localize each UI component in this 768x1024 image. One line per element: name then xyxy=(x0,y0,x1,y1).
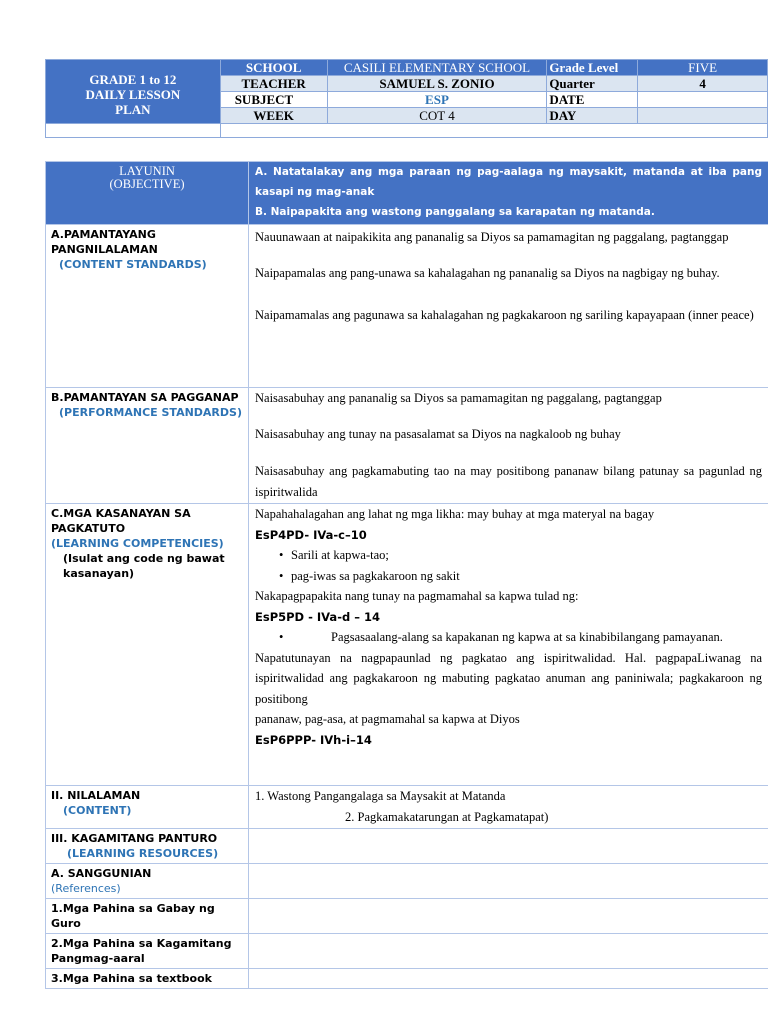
performance-standards-p2: Naisasabuhay ang tunay na pasasalamat sa Diyos na nagkaloob ng buhay xyxy=(255,427,621,441)
references-sublabel: (References) xyxy=(51,882,121,895)
teacher-value: SAMUEL S. ZONIO xyxy=(327,76,547,92)
objective-content xyxy=(249,162,768,225)
date-label: DATE xyxy=(547,92,638,108)
objective-line-a: A. Natatalakay ang mga paraan ng pag-aalaga ng maysakit, matanda at iba pang kasapi ng mag-anak xyxy=(255,166,762,198)
competencies-label xyxy=(46,504,249,786)
week-label: WEEK xyxy=(220,108,327,124)
grade-level-value: FIVE xyxy=(638,60,768,76)
performance-standards-p1: Naisasabuhay ang pananalig sa Diyos sa pamamagitan ng paggalang, pagtanggap xyxy=(255,391,662,405)
competency-code-2: EsP5PD - IVa-d – 14 xyxy=(255,609,380,624)
performance-standards-label-text: B.PAMANTAYAN SA PAGGANAP xyxy=(51,391,239,404)
competencies-label-text: C.MGA KASANAYAN SA PAGKATUTO xyxy=(51,507,191,535)
content-standards-label xyxy=(46,225,249,388)
dlp-title-line-1: GRADE 1 to 12 xyxy=(89,72,177,87)
resources-label-text: III. KAGAMITANG PANTURO xyxy=(51,832,218,845)
teacher-guide-pages-value xyxy=(249,899,768,934)
competency-bullet-2: • pag-iwas sa pagkakaroon ng sakit xyxy=(255,566,762,587)
objective-sublabel-text: (OBJECTIVE) xyxy=(109,177,185,191)
teacher-guide-pages-label: 1.Mga Pahina sa Gabay ng Guro xyxy=(46,899,249,934)
date-value xyxy=(638,92,768,108)
content-label-text: II. NILALAMAN xyxy=(51,789,141,802)
dlp-title-line-2: DAILY LESSON xyxy=(85,87,181,102)
competency-line-3: Napatutunayan na nagpapaunlad ng pagkatao ang ispiritwalidad. Hal. pagpapaLiwanag na ispiritwalidad ang pagkakaroon ng mabuting pagkatao anuman ang paniniwala; pagkakaroon ng positibong xyxy=(255,650,762,706)
header-table xyxy=(45,59,768,138)
content-standards-p1: Nauunawaan at naipakikita ang pananalig sa Diyos sa pamamagitan ng paggalang, pagtanggap xyxy=(255,230,729,244)
competency-line-4: pananaw, pag-asa, at pagmamahal sa kapwa at Diyos xyxy=(255,712,520,726)
performance-standards-label xyxy=(46,388,249,504)
content-item-1: 1. Wastong Pangangalaga sa Maysakit at Matanda xyxy=(255,789,506,803)
teacher-label: TEACHER xyxy=(220,76,327,92)
content-standards-label-text: A.PAMANTAYANG PANGNILALAMAN xyxy=(51,228,158,256)
subject-value: ESP xyxy=(327,92,547,108)
performance-standards-sublabel: (PERFORMANCE STANDARDS) xyxy=(59,406,242,419)
content-standards-p3: Naipamamalas ang pagunawa sa kahalagahan ng pagkakaroon ng sariling kapayapaan (inner peace) xyxy=(255,308,754,322)
day-label: DAY xyxy=(547,108,638,124)
textbook-pages-value xyxy=(249,969,768,989)
quarter-value: 4 xyxy=(638,76,768,92)
quarter-label: Quarter xyxy=(547,76,638,92)
learner-materials-pages-value xyxy=(249,934,768,969)
competency-code-1: EsP4PD- IVa-c–10 xyxy=(255,527,367,542)
content-sublabel: (CONTENT) xyxy=(63,804,132,817)
competency-line-2: Nakapagpapakita nang tunay na pagmamahal sa kapwa tulad ng: xyxy=(255,589,579,603)
competency-bullet-1: • Sarili at kapwa-tao; xyxy=(255,545,762,566)
learner-materials-pages-label: 2.Mga Pahina sa Kagamitang Pangmag-aaral xyxy=(46,934,249,969)
objective-line-b: B. Naipapakita ang wastong panggalang sa karapatan ng matanda. xyxy=(255,206,655,218)
dlp-title xyxy=(46,60,221,124)
school-label: SCHOOL xyxy=(220,60,327,76)
references-value xyxy=(249,864,768,899)
resources-value xyxy=(249,829,768,864)
performance-standards-content xyxy=(249,388,768,504)
competency-code-3: EsP6PPP- IVh-i–14 xyxy=(255,732,372,747)
content-items xyxy=(249,786,768,829)
performance-standards-p3: Naisasabuhay ang pagkamabuting tao na may positibong pananaw bilang patunay sa pagunlad ng ispiritwalida xyxy=(255,464,762,499)
resources-sublabel: (LEARNING RESOURCES) xyxy=(67,847,219,860)
competencies-note: (Isulat ang code ng bawat kasanayan) xyxy=(63,552,225,580)
day-value xyxy=(638,108,768,124)
textbook-pages-label: 3.Mga Pahina sa textbook xyxy=(46,969,249,989)
content-label xyxy=(46,786,249,829)
competency-bullet-3: • Pagsasaalang-alang sa kapakanan ng kapwa at sa kinabibilangang pamayanan. xyxy=(255,627,762,648)
objective-label-text: LAYUNIN xyxy=(119,164,175,178)
blank-cell-left xyxy=(46,124,221,138)
content-standards-content xyxy=(249,225,768,388)
subject-label: SUBJECT xyxy=(220,92,327,108)
blank-cell-right xyxy=(220,124,767,138)
references-label xyxy=(46,864,249,899)
competencies-sublabel: (LEARNING COMPETENCIES) xyxy=(51,537,224,550)
competencies-content xyxy=(249,504,768,786)
content-standards-sublabel: (CONTENT STANDARDS) xyxy=(59,258,207,271)
resources-label xyxy=(46,829,249,864)
dlp-title-line-3: PLAN xyxy=(115,102,151,117)
week-value: COT 4 xyxy=(327,108,547,124)
references-label-text: A. SANGGUNIAN xyxy=(51,867,152,880)
content-item-2: 2. Pagkamakatarungan at Pagkamatapat) xyxy=(345,810,549,824)
lesson-plan-table xyxy=(45,161,768,989)
grade-level-label: Grade Level xyxy=(547,60,638,76)
competency-line-1: Napahahalagahan ang lahat ng mga likha: may buhay at mga materyal na bagay xyxy=(255,507,655,521)
content-standards-p2: Naipapamalas ang pang-unawa sa kahalagahan ng pananalig sa Diyos na nagbigay ng buhay. xyxy=(255,266,720,280)
school-value: CASILI ELEMENTARY SCHOOL xyxy=(327,60,547,76)
objective-label xyxy=(46,162,249,225)
